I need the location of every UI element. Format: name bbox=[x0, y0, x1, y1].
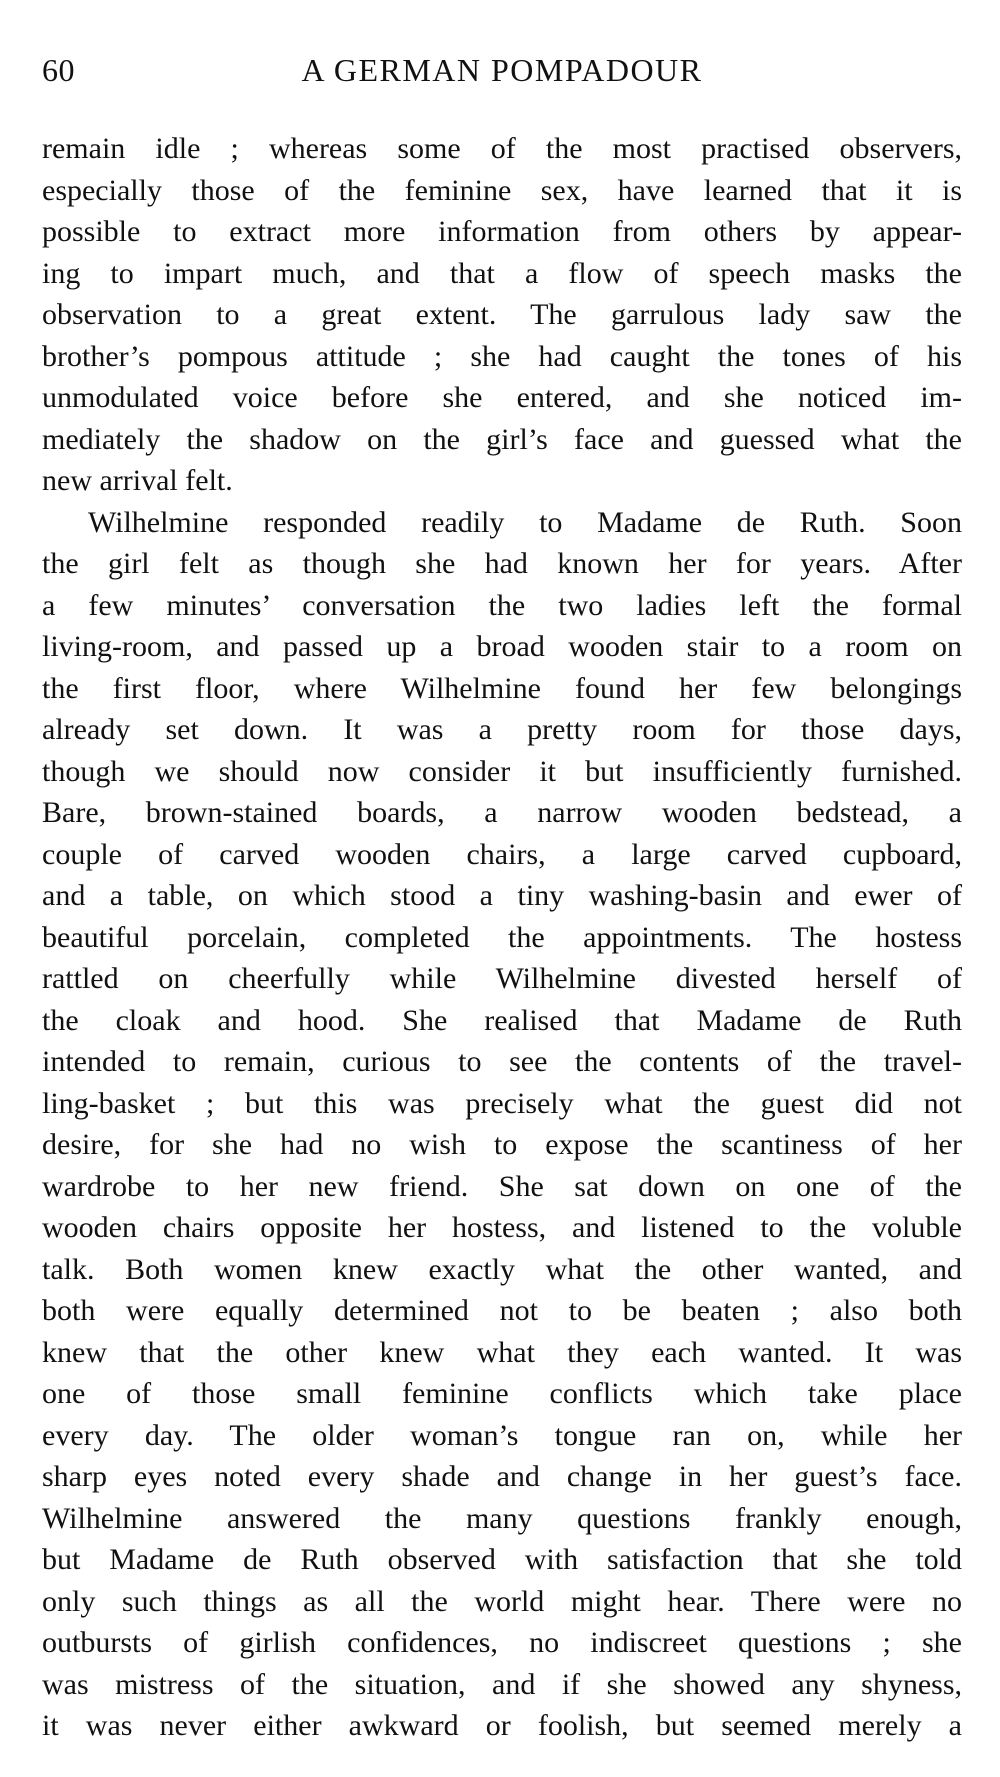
text-line: living-room, and passed up a broad wooden stair to a room on bbox=[42, 630, 962, 663]
text-line: only such things as all the world might hear. There were no bbox=[42, 1584, 962, 1618]
text-line: but Madame de Ruth observed with satisfaction that she told bbox=[42, 1543, 962, 1576]
text-line: knew that the other knew what they each wanted. It was bbox=[42, 1335, 962, 1369]
text-line: new arrival felt. bbox=[42, 464, 233, 497]
text-line: remain idle ; whereas some of the most practised observers, bbox=[42, 132, 962, 165]
text-line: the girl felt as though she had known her for years. After bbox=[42, 547, 962, 580]
body-text bbox=[42, 128, 962, 1747]
text-line: ling-basket ; but this was precisely what the guest did not bbox=[42, 1086, 962, 1120]
text-line: ing to impart much, and that a flow of speech masks the bbox=[42, 256, 962, 290]
text-line: especially those of the feminine sex, have learned that it is bbox=[42, 173, 962, 207]
text-line: the first floor, where Wilhelmine found her few belongings bbox=[42, 671, 962, 705]
text-line: desire, for she had no wish to expose the scantiness of her bbox=[42, 1128, 962, 1161]
text-line: both were equally determined not to be beaten ; also both bbox=[42, 1294, 962, 1327]
text-line: though we should now consider it but insufficiently furnished. bbox=[42, 754, 962, 788]
text-line: and a table, on which stood a tiny washing-basin and ewer of bbox=[42, 879, 962, 912]
text-line: the cloak and hood. She realised that Madame de Ruth bbox=[42, 1003, 962, 1037]
running-head bbox=[42, 44, 962, 96]
text-line: Wilhelmine responded readily to Madame de Ruth. Soon bbox=[88, 505, 962, 539]
text-line: Wilhelmine answered the many questions frankly enough, bbox=[42, 1501, 962, 1535]
text-line: wooden chairs opposite her hostess, and listened to the voluble bbox=[42, 1211, 962, 1244]
text-line: beautiful porcelain, completed the appointments. The hostess bbox=[42, 920, 962, 954]
text-line: brother’s pompous attitude ; she had caught the tones of his bbox=[42, 339, 962, 373]
text-line: wardrobe to her new friend. She sat down on one of the bbox=[42, 1169, 962, 1203]
paragraph bbox=[42, 502, 962, 1747]
text-line: was mistress of the situation, and if she showed any shyness, bbox=[42, 1667, 962, 1701]
text-line: couple of carved wooden chairs, a large carved cupboard, bbox=[42, 837, 962, 871]
page-number: 60 bbox=[42, 52, 75, 88]
text-line: already set down. It was a pretty room for those days, bbox=[42, 713, 962, 746]
paragraph-continued bbox=[42, 128, 962, 502]
text-line: observation to a great extent. The garrulous lady saw the bbox=[42, 298, 962, 331]
text-line: Bare, brown-stained boards, a narrow wooden bedstead, a bbox=[42, 796, 962, 829]
text-line: intended to remain, curious to see the contents of the travel- bbox=[42, 1045, 962, 1078]
text-line: possible to extract more information from others by appear- bbox=[42, 215, 962, 248]
text-line: mediately the shadow on the girl’s face and guessed what the bbox=[42, 422, 962, 456]
running-title: A GERMAN POMPADOUR bbox=[301, 52, 703, 88]
text-line: rattled on cheerfully while Wilhelmine divested herself of bbox=[42, 962, 962, 995]
text-line: a few minutes’ conversation the two ladies left the formal bbox=[42, 588, 962, 622]
text-line: sharp eyes noted every shade and change in her guest’s face. bbox=[42, 1460, 962, 1493]
text-line: one of those small feminine conflicts which take place bbox=[42, 1377, 962, 1410]
text-line: outbursts of girlish confidences, no indiscreet questions ; she bbox=[42, 1626, 962, 1659]
text-line: unmodulated voice before she entered, and she noticed im- bbox=[42, 381, 962, 414]
text-line: every day. The older woman’s tongue ran on, while her bbox=[42, 1418, 962, 1452]
text-line: it was never either awkward or foolish, but seemed merely a bbox=[42, 1709, 962, 1742]
text-line: talk. Both women knew exactly what the other wanted, and bbox=[42, 1252, 962, 1286]
